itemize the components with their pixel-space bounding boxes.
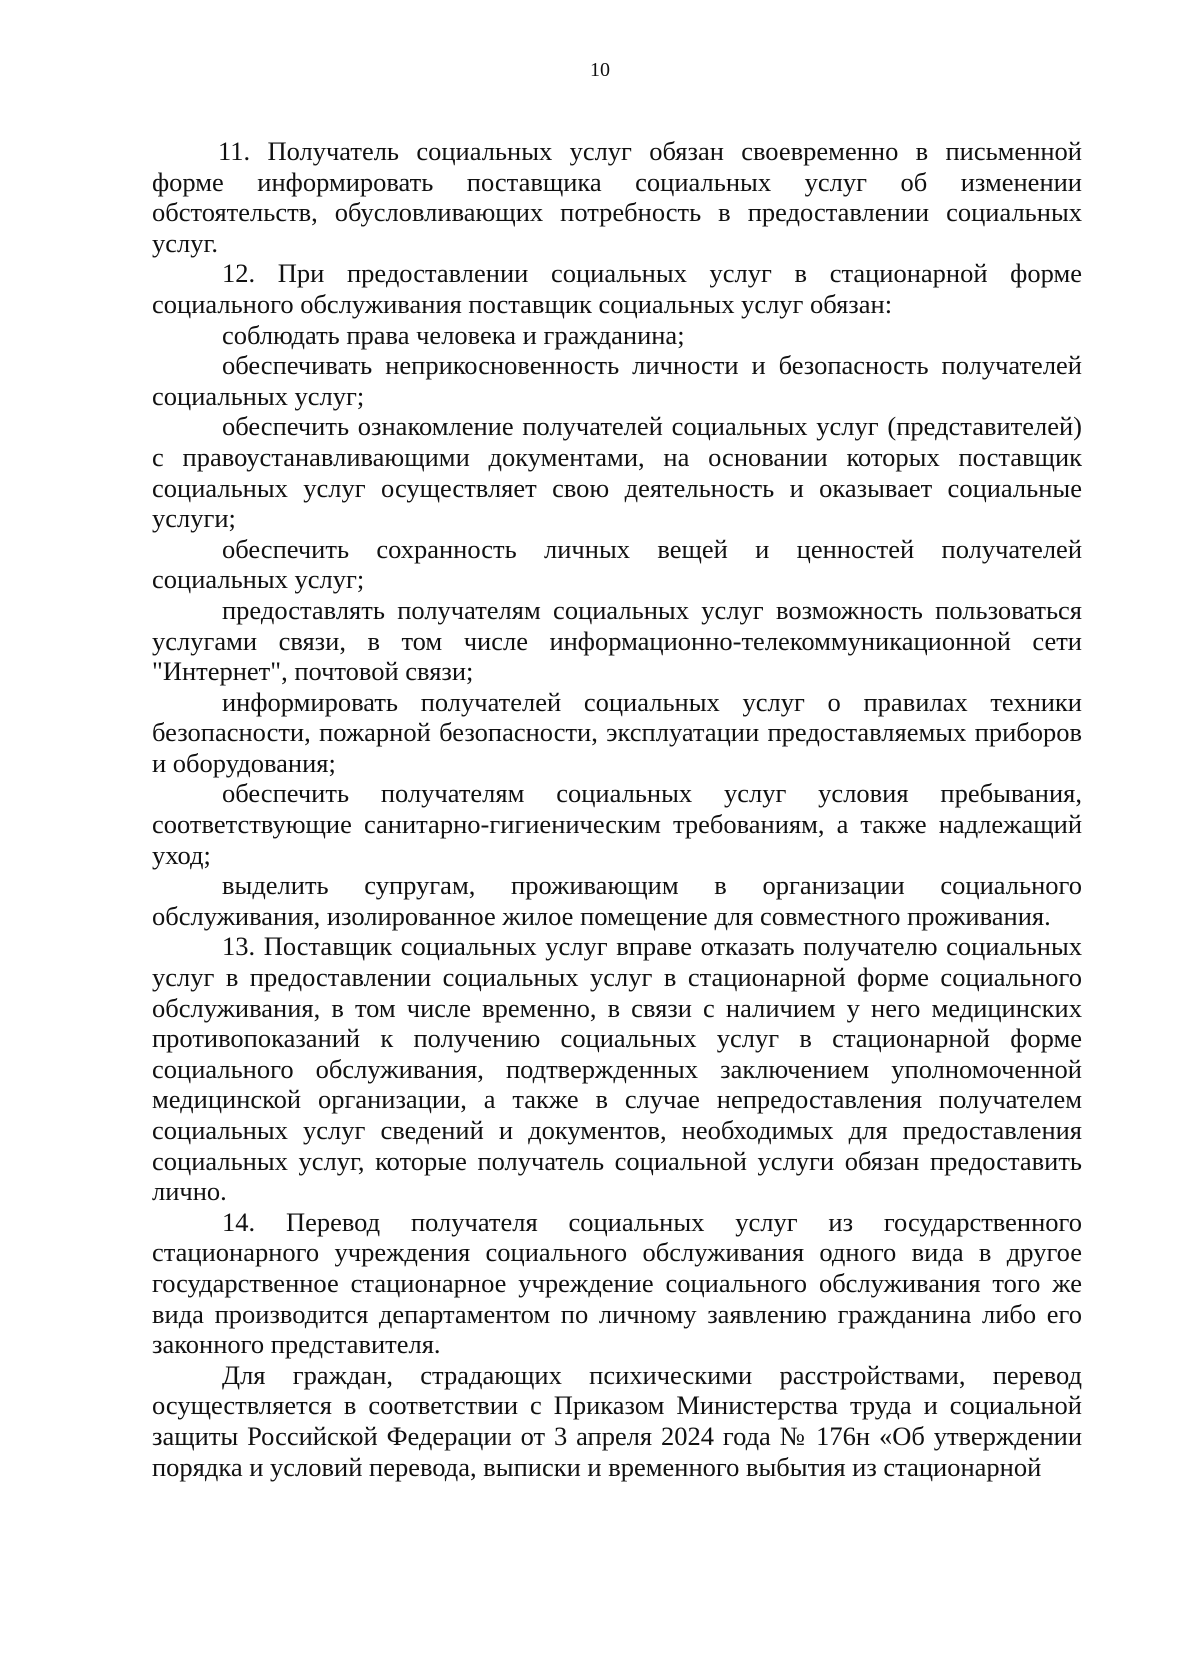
paragraph-14: 14. Перевод получателя социальных услуг из государственного стационарного учреждения социального обслуживания одного вида в другое государственное стационарное учреждение социального обслуживания того же вида производится департаментом по личному заявлению гражданина либо его законного представителя. — [152, 1206, 1082, 1360]
list-item: информировать получателей социальных услуг о правилах техники безопасности, пожарной безопасности, эксплуатации предоставляемых приборов и оборудования; — [152, 686, 1082, 778]
paragraph-13: 13. Поставщик социальных услуг вправе отказать получателю социальных услуг в предоставлении социальных услуг в стационарной форме социального обслуживания, в том числе временно, в связи с наличием у него медицинских противопоказаний к получению социальных услуг в стационарной форме социального обслуживания, подтвержденных заключением уполномоченной медицинской организации, а также в случае непредоставления получателем социальных услуг сведений и документов, необходимых для предоставления социальных услуг, которые получатель социальной услуги обязан предоставить лично. — [152, 931, 1082, 1207]
page-number: 10 — [590, 59, 610, 81]
paragraph-11: 11. Получатель социальных услуг обязан своевременно в письменной форме информировать поставщика социальных услуг об изменении обстоятельств, обусловливающих потребность в предоставлении социальных услуг. — [152, 136, 1082, 258]
list-item: обеспечивать неприкосновенность личности и безопасность получателей социальных услуг; — [152, 350, 1082, 411]
list-item: соблюдать права человека и гражданина; — [222, 319, 685, 350]
list-item: предоставлять получателям социальных услуг возможность пользоваться услугами связи, в том числе информационно-телекоммуникационной сети "Интернет", почтовой связи; — [152, 594, 1082, 687]
list-item: обеспечить сохранность личных вещей и ценностей получателей социальных услуг; — [152, 533, 1082, 595]
document-body — [152, 136, 1082, 1482]
paragraph-12: 12. При предоставлении социальных услуг в стационарной форме социального обслуживания поставщик социальных услуг обязан: — [152, 258, 1082, 319]
paragraph-transfer-psychiatric: Для граждан, страдающих психическими расстройствами, перевод осуществляется в соответствии с Приказом Министерства труда и социальной защиты Российской Федерации от 3 апреля 2024 года № 176н «Об утверждении порядка и условий перевода, выписки и временного выбытия из стационарной — [152, 1359, 1082, 1482]
list-item: обеспечить ознакомление получателей социальных услуг (представителей) с правоустанавливающими документами, на основании которых поставщик социальных услуг осуществляет свою деятельность и оказывает социальные услуги; — [152, 411, 1082, 534]
list-item: обеспечить получателям социальных услуг условия пребывания, соответствующие санитарно-гигиеническим требованиям, а также надлежащий уход; — [152, 778, 1082, 870]
list-item: выделить супругам, проживающим в организации социального обслуживания, изолированное жилое помещение для совместного проживания. — [152, 870, 1082, 931]
